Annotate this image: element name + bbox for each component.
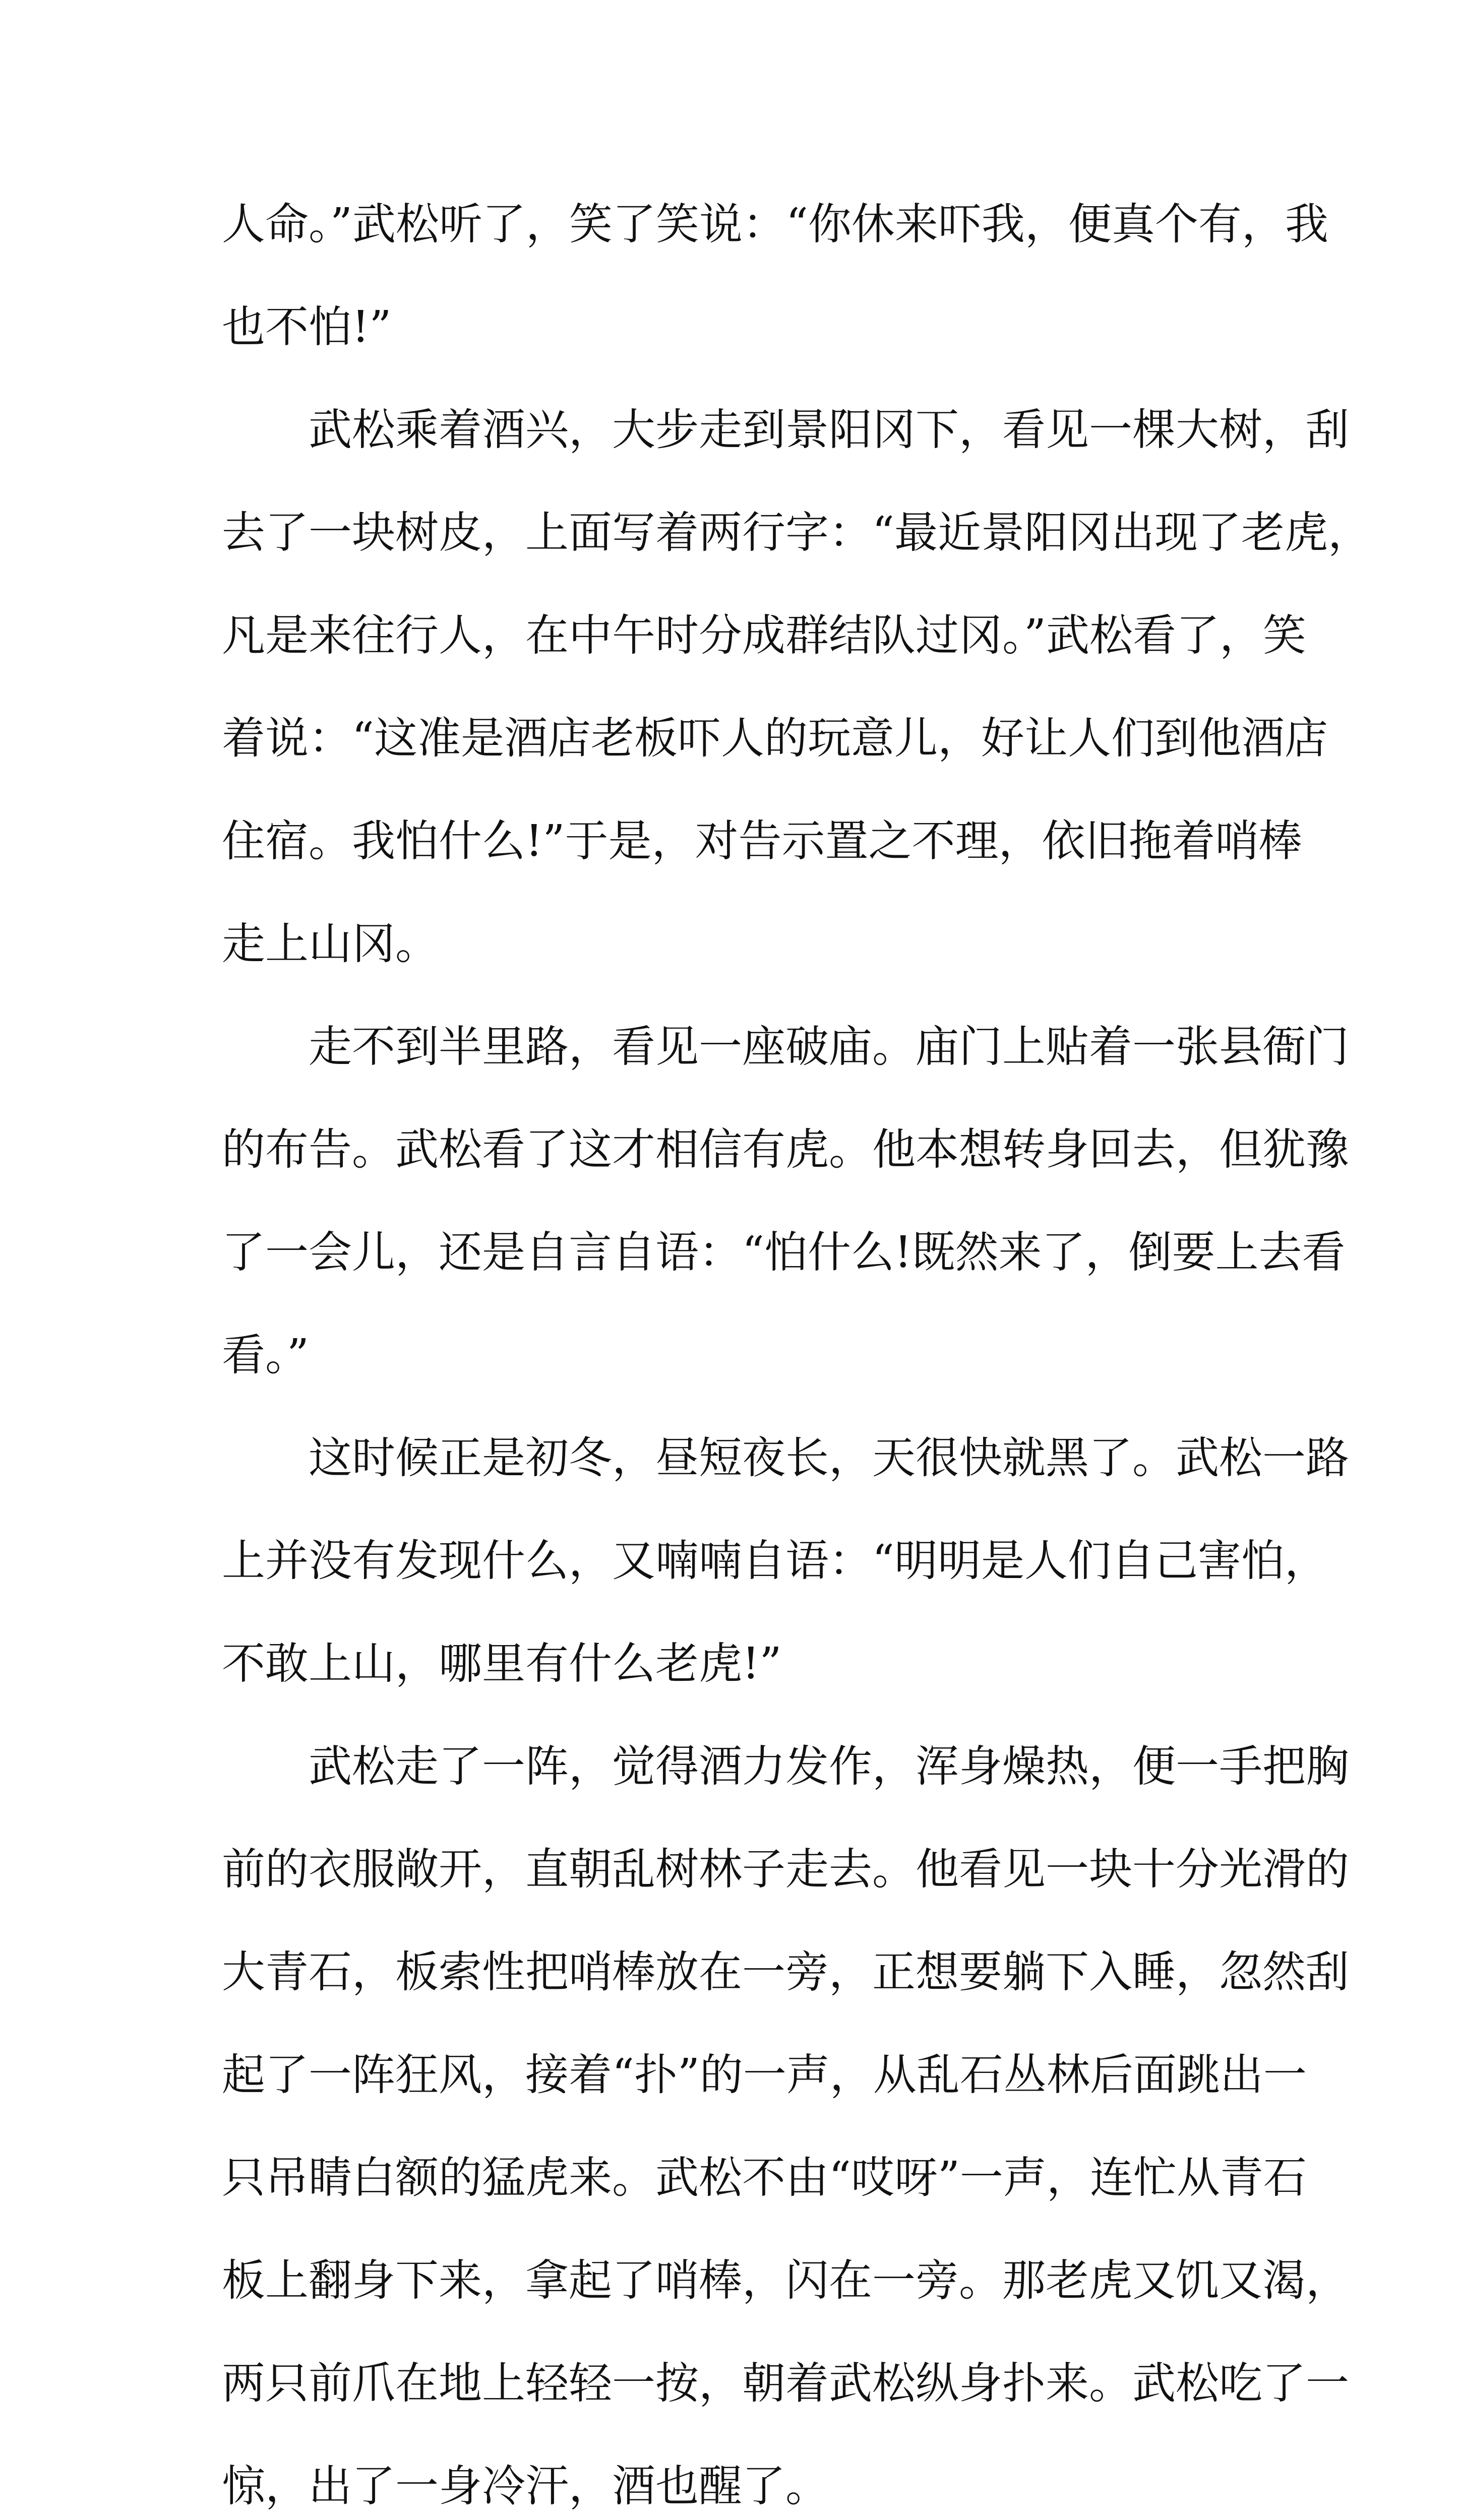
text-line: 只吊睛白额的猛虎来。武松不由“哎呀”一声，连忙从青石 <box>222 2153 1307 2203</box>
text-line: 凡是来往行人，在中午时分成群结队过冈。”武松看了，笑 <box>222 610 1306 661</box>
text-line: 了一会儿，还是自言自语：“怕什么!既然来了，倒要上去看 <box>222 1227 1346 1278</box>
text-line: 去了一块树皮，上面写着两行字：“最近景阳冈出现了老虎， <box>222 508 1371 558</box>
text-line: 不敢上山，哪里有什么老虎!” <box>222 1639 782 1689</box>
text-line: 前的衣服敞开，直朝乱树林子走去。他看见一块十分光滑的 <box>222 1844 1349 1895</box>
story-text <box>222 186 1371 2520</box>
text-line: 走上山冈。 <box>222 919 439 969</box>
text-line: 大青石，板索性把哨棒放在一旁，正想要躺下入睡，忽然刮 <box>222 1947 1349 1997</box>
text-line: 住宿。我怕什么!”于是，对告示置之不理，依旧拖着哨棒 <box>222 816 1302 866</box>
text-line: 的布告。武松看了这才相信有虎。他本想转身回去，但犹豫 <box>222 1124 1349 1175</box>
text-line: 也不怕!” <box>222 302 392 352</box>
text-line: 板上翻身下来，拿起了哨棒，闪在一旁。那老虎又饥又渴， <box>222 2255 1349 2306</box>
paragraph-first-line: 武松乘着酒兴，大步走到景阳冈下，看见一棵大树，刮 <box>309 405 1349 455</box>
text-line: 惊，出了一身冷汗，酒也醒了。 <box>222 2461 829 2511</box>
text-line: 两只前爪在地上轻轻一按，朝着武松纵身扑来。武松吃了一 <box>222 2358 1349 2409</box>
text-line: 起了一阵狂风，接着“扑”的一声，从乱石丛林后面跳出一 <box>222 2050 1307 2100</box>
text-line: 人命。”武松听了，笑了笑说：“你休来吓我，便真个有，我 <box>222 199 1328 249</box>
text-line: 着说：“这准是酒店老板吓人的玩意儿，好让人们到他酒店 <box>222 713 1328 764</box>
paragraph-first-line: 武松走了一阵，觉得酒力发作，浑身燥热，便一手把胸 <box>309 1741 1349 1792</box>
paragraph-first-line: 走不到半里路，看见一座破庙。庙门上贴着一张县衙门 <box>309 1022 1349 1072</box>
paragraph-first-line: 这时候正是初冬，昼短夜长，天很快就黑了。武松一路 <box>309 1433 1349 1483</box>
text-line: 看。” <box>222 1330 309 1380</box>
text-line: 上并没有发现什么，又喃喃自语：“明明是人们自己害怕， <box>222 1536 1328 1586</box>
